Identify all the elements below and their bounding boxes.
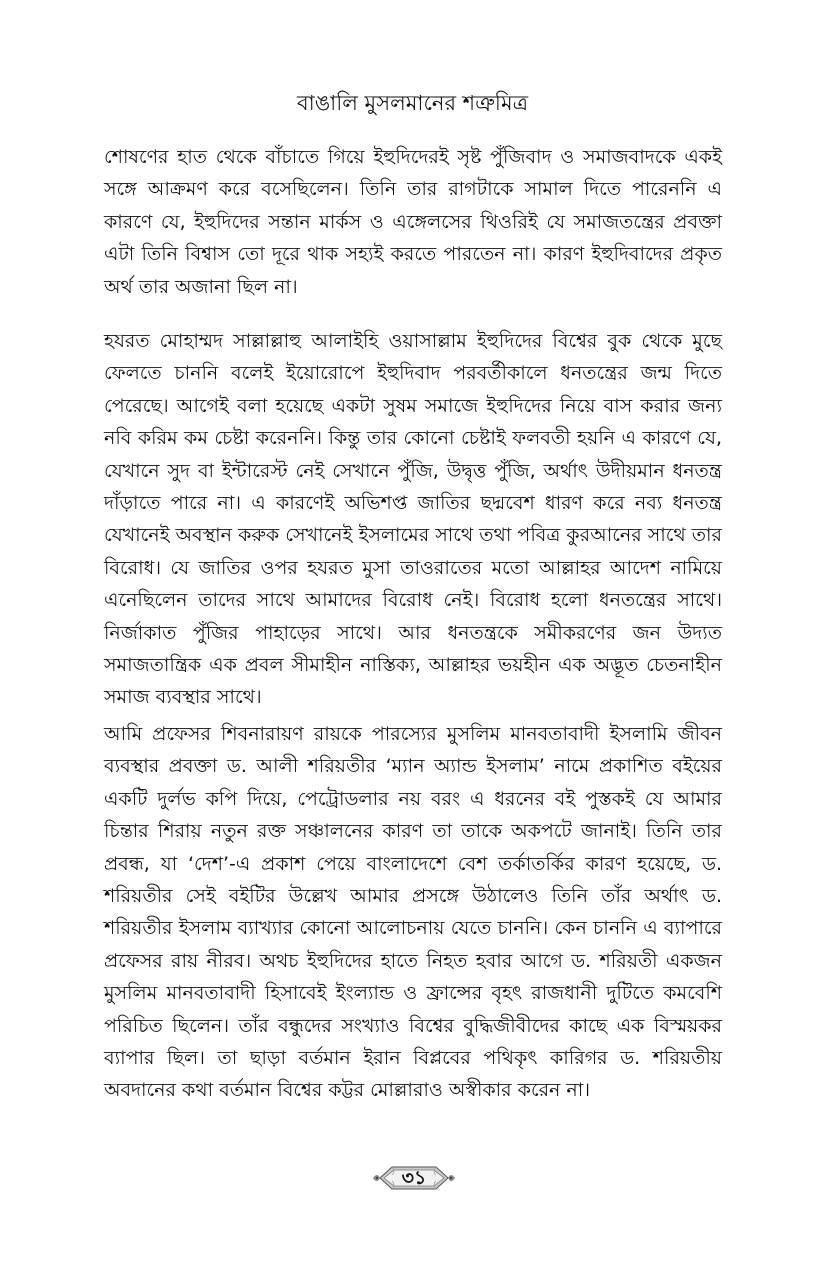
body-paragraph-1: শোষণের হাত থেকে বাঁচাতে গিয়ে ইহুদিদেরই সৃষ্ট পুঁজিবাদ ও সমাজবাদকে একই সঙ্গে আক্রমণ করে বসেছিলেন। তিনি তার রাগটাকে সামাল দিতে পারেননি এ কারণে যে, ইহুদিদের সন্তান মার্কস ও এঙ্গেলসের থিওরিই যে সমাজতন্ত্রের প্রবক্তা এটা তিনি বিশ্বাস তো দূরে থাক সহ্যই করতে পারতেন না। কারণ ইহুদিবাদের প্রকৃত অর্থ তার অজানা ছিল না।	[104, 146, 722, 298]
body-paragraph-2: হযরত মোহাম্মদ সাল্লাল্লাহু আলাইহি ওয়াসাল্লাম ইহুদিদের বিশ্বের বুক থেকে মুছে ফেলতে চাননি বলেই ইয়োরোপে ইহুদিবাদ পরবর্তীকালে ধনতন্ত্রের জন্ম দিতে পেরেছে। আগেই বলা হয়েছে একটা সুষম সমাজে ইহুদিদের নিয়ে বাস করার জন্য নবি করিম কম চেষ্টা করেননি। কিন্তু তার কোনো চেষ্টাই ফলবতী হয়নি এ কারণে যে, যেখানে সুদ বা ইন্টারেস্ট নেই সেখানে পুঁজি, উদ্বৃত্ত পুঁজি, অর্থাৎ উদীয়মান ধনতন্ত্র দাঁড়াতে পারে না। এ কারণেই অভিশপ্ত জাতির ছদ্মবেশ ধারণ করে নব্য ধনতন্ত্র যেখানেই অবস্থান করুক সেখানেই ইসলামের সাথে তথা পবিত্র কুরআনের সাথে তার বিরোধ। যে জাতির ওপর হযরত মুসা তাওরাতের মতো আল্লাহর আদেশ নামিয়ে এনেছিলেন তাদের সাথে আমাদের বিরোধ নেই। বিরোধ হলো ধনতন্ত্রের সাথে। নির্জাকাত পুঁজির পাহাড়ের সাথে। আর ধনতন্ত্রকে সমীকরণের জন উদ্যত সমাজতান্ত্রিক এক প্রবল সীমাহীন নাস্তিক্য, আল্লাহর ভয়হীন এক অদ্ভূত চেতনাহীন সমাজ ব্যবস্থার সাথে।	[104, 330, 722, 709]
body-paragraph-3: আমি প্রফেসর শিবনারায়ণ রায়কে পারস্যের মুসলিম মানবতাবাদী ইসলামি জীবন ব্যবস্থার প্রবক্তা ড. আলী শরিয়তীর ‘ম্যান অ্যান্ড ইসলাম’ নামে প্রকাশিত বইয়ের একটি দুর্লভ কপি দিয়ে, পেট্রোডলার নয় বরং এ ধরনের বই পুস্তকই যে আমার চিন্তার শিরায় নতুন রক্ত সঞ্চালনের কারণ তা তাকে অকপটে জানাই। তিনি তার প্রবন্ধ, যা ‘দেশ’-এ প্রকাশ পেয়ে বাংলাদেশে বেশ তর্কাতর্কির কারণ হয়েছে, ড. শরিয়তীর সেই বইটির উল্লেখ আমার প্রসঙ্গে উঠালেও তিনি তাঁর অর্থাৎ ড. শরিয়তীর ইসলাম ব্যাখ্যার কোনো আলোচনায় যেতে চাননি। কেন চাননি এ ব্যাপারে প্রফেসর রায় নীরব। অথচ ইহুদিদের হাতে নিহত হবার আগে ড. শরিয়তী একজন মুসলিম মানবতাবাদী হিসাবেই ইংল্যান্ড ও ফ্রান্সের বৃহৎ রাজধানী দুটিতে কমবেশি পরিচিত ছিলেন। তাঁর বন্ধুদের সংখ্যাও বিশ্বের বুদ্ধিজীবীদের কাছে এক বিস্ময়কর ব্যাপার ছিল। তা ছাড়া বর্তমান ইরান বিপ্লবের পথিকৃৎ কারিগর ড. শরিয়তীয় অবদানের কথা বর্তমান বিশ্বের কট্টর মোল্লারাও অস্বীকার করেন না।	[104, 723, 722, 1102]
running-header: বাঙালি মুসলমানের শত্রুমিত্র	[296, 91, 529, 115]
page-number-badge	[372, 1163, 456, 1193]
page-number: ৩১	[401, 1167, 427, 1189]
